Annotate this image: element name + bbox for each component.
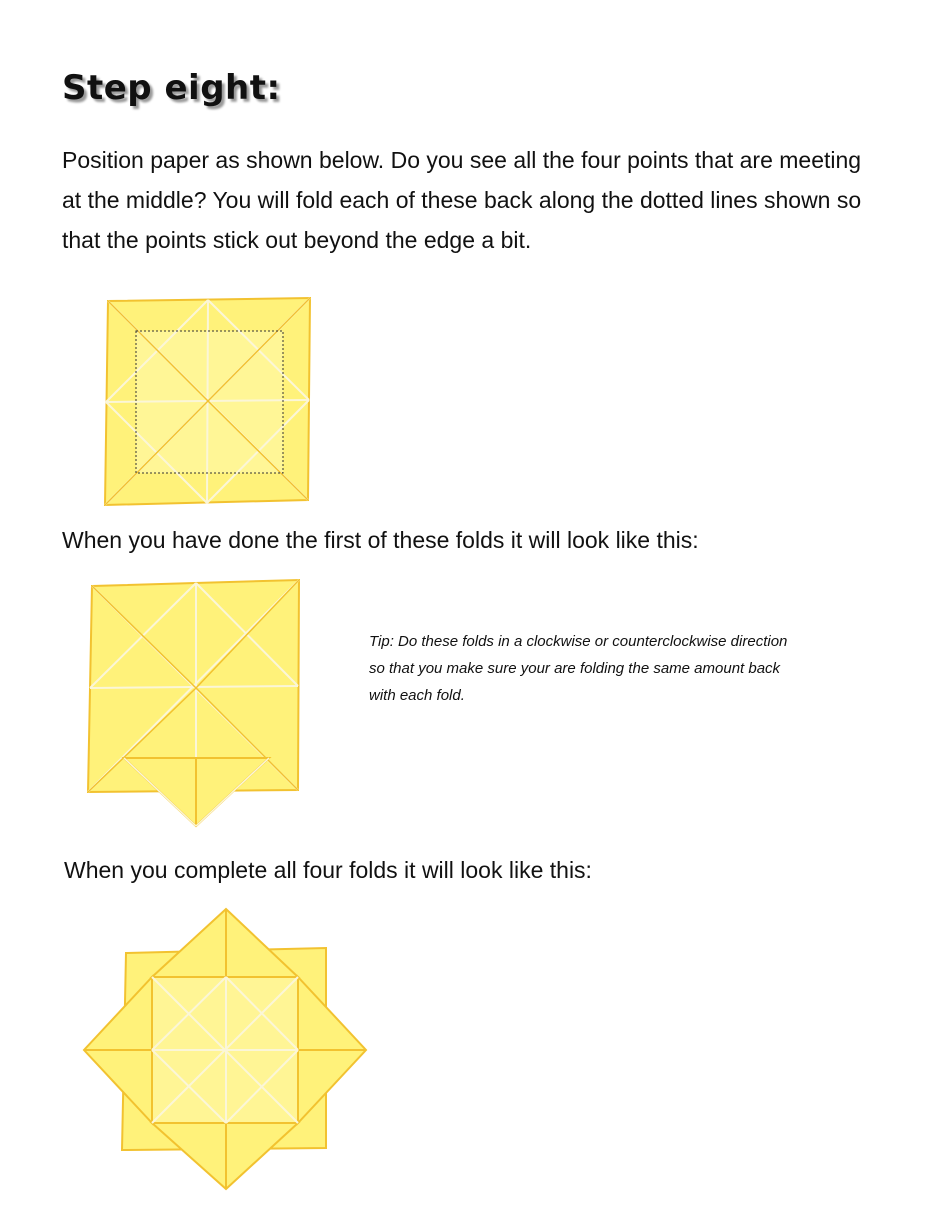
- figure-positioned-paper: [100, 295, 315, 510]
- tip-note: Tip: Do these folds in a clockwise or counterclockwise direction so that you make sure your are folding the same amount back with each fold.: [369, 633, 788, 704]
- figure-all-folds: [80, 905, 370, 1195]
- crease-lines: [152, 977, 298, 1123]
- step-title: Step eight:: [62, 68, 281, 108]
- figure-first-fold: [84, 576, 309, 831]
- instruction-paragraph: Position paper as shown below. Do you see all the four points that are meeting at the middle? You will fold each of these back along the dotted lines shown so that the points stick out beyond the edge a bit.: [62, 147, 862, 253]
- first-fold-caption: When you have done the first of these folds it will look like this:: [62, 527, 699, 553]
- all-folds-caption: When you complete all four folds it will look like this:: [64, 857, 592, 883]
